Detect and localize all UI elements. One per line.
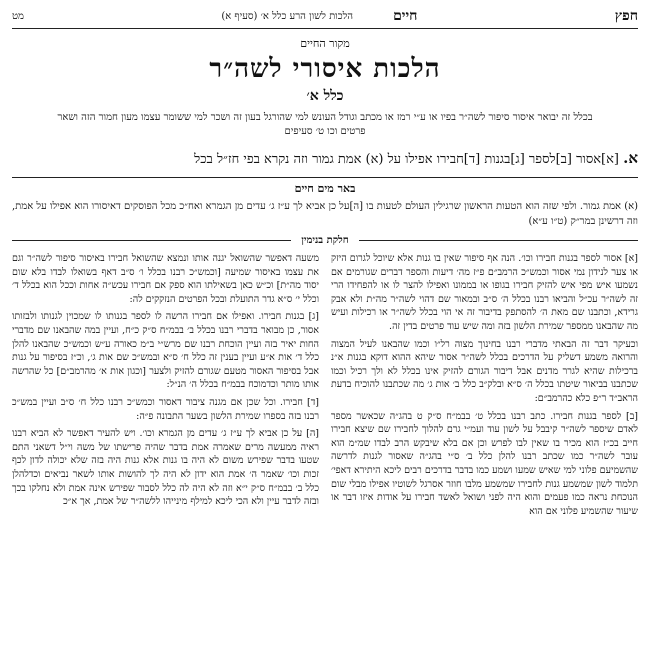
commentary-columns — [12, 252, 638, 522]
column-right — [331, 252, 638, 522]
paragraph: [ה] על כן אביא לך ע״ז ג׳ עדים מן הגמרא וכו׳. ויש להעיר דאפשר לא הביא רבנו ראיה ממעשה מרים שאמרה אמת בדבר שהיה פרישתו של משה וי״ל דשאני התם שטעו בדבר שפירש משום לא היה בו גנות אלא גנות היה בזה שלא יכולה לדון לכף זכות וכו׳ שאמר ה׳ אמת הוא ידון לא היה לך להושות אותו לשאר נביאים וכדלהלן כלל ב׳ בבמ״ח ס״ק י״א וזה לא היה לה כלל לסבור שפירש אינה אמת ולא נחלקו בכך ובזה לדבר עיין ולא הכי ליכא למילף מינייהו ללשה״ר של אמת, אך א״כ — [12, 428, 319, 508]
main-text-lead: א. — [623, 149, 638, 167]
running-head-middle — [221, 8, 417, 25]
running-head-right — [615, 8, 638, 25]
cheleq-rule-left — [12, 240, 291, 241]
intro-text: בכלל זה יבואר איסור סיפור לשה״ר בפיו או ע״י רמז או מכתב וגודל העונש למי שהורגל בעון זה ושכר למי ששומר עצמו מעון חמור הזה ושאר פרטים וכו ט׳ סעיפים — [57, 112, 593, 137]
beer-text: (א) אמת גמור. ולפי שזה הוא הטעות הראשון שרגילין העולם לטעות בו [ה]על כן אביא לך ע״ז ג׳ עדים מן הגמרא ואח״כ מכל הפוסקים דאיסורו הוא אפילו על אמת, וזה דרשינן במר״ק (ט״ו ע״א) — [12, 201, 638, 227]
page-number: מט — [12, 11, 24, 22]
cheleq-label: חלקת בנימין — [301, 235, 349, 246]
running-head — [12, 8, 638, 29]
column-left — [12, 252, 319, 522]
paragraph: וכעיקר דבר זה הבאתי מדברי רבנו בחינוך מצוה רל״ו וכמו שהבאנו לעיל המצוה והרואה משמע דשליק על הדרכים בכלל לשה״ר אסור שיהא ההוא דוקא בגנות א״נ ברכילות שהיא לגרר מדנים אבל דיבור הגורם להזיק אינו בכלל לא ולך רכיל וכמו שכתבנו בביאור שיטתו בכלל ה׳ ס״א ובלק״ב כלל ב׳ אות ג׳ מה שכתבנו להוכיח בדעת הראב״ד ר״פ כלא כהרמב״ם: — [331, 338, 638, 404]
running-title: הלכות לשון הרע כלל א׳ (סעיף א) — [221, 11, 354, 22]
main-text-body: [א]אסור [ב]לספר [ג]בגנות [ד]חבירו אפילו על (א) אמת גמור וזה נקרא בפי חז״ל בכל — [194, 152, 619, 167]
subtitle: מקור החיים — [300, 37, 350, 50]
paragraph: [א] אסור לספר בגנות חבירו וכו׳. הנה אף סיפור שאין בו גנות אלא שיוכל לגרום היזק או צער לנידון נמי אסור וכמש״כ הרמב״ם פ״ז מה׳ דיעות והספר דברים שגורמים אם נשמעו איש מפי איש להזיק חבירו בגופו או בממונו ואפילו להצר לו או להפחידו הרי זה לשה״ר עכ״ל והביאו רבנו בכלל ה׳ ס״ב ובמאור שם דהוי לשה״ר מה״ת ולא אבק גרידא, וכתבנו שם מאת ה׳ להסתפק בדיבור זה אי הוי בכלל לשה״ר או רכילות ועיש מה שהבאנו ממספר שמירת הלשון בזה ומה שיש עוד פרטים בדין זה. — [331, 253, 638, 332]
paragraph: [ד] חבירו. וכל שכן אם מגנה ציבור דאסור וכמש״כ רבנו כלל ח׳ ס״ב ועיין במש״כ רבנו בזה בספרו שמירת הלשון בשער התבונה פ״ה: — [12, 396, 319, 422]
paragraph: משעה דאפשר שהשואל יגנה אותו ונמצא שהשואל חבירו באיסור סיפור לשה״ר וגם את עצמו באיסור שמיעה [וכמש״כ רבנו בכלל ו׳ ס״ב דאף בשואלו לבדו בלא שום יסוד מה״ת] וכ״ש כאן בשאילתו הוא ספק אם חבירו עכש״ה אחות וככל הוא בכלל ד׳ וכלל י׳ ס״א גדר התועלת ובכל הפרטים הנזקקים לה: — [12, 253, 319, 305]
running-head-left — [12, 11, 24, 22]
paragraph: [ב] לספר בגנות חבירו. כתב רבנו בכלל ט׳ בבמ״ח ס״ק ט בהג״ה שכאשר מספר לאדם שיספר לשה״ר קיבבל על לשון עוד ועמ״י גרם להלוך לחבירו שם שיצא חבירו חייב בכ״ז הוא מכיר בו שאין לבו לפרש וכן אם בלא שיבקש הרב לבדו שמ״מ הוא עובר לשה״ר כמו שכתב רבנו להלן כלל ב׳ ס״י בהג״ה שאסור לגנות לדרשה שהשמיעם פלוני למי שאיש שמעו ושמע כמו בדבר בדרכים רבים ליכא היתירא דאפי׳ תלמוד לשון שמשמע גנות לחבירו שמשמע מלבו חוזר אסרגל לשוטיו אפילו מבלי שום הנוכחת נראה כמו פעמים והוא היה לפני ושואל לאשד חבירו על אודות איזו דבר או שיעור שהשמיע פלוני אם הוא — [331, 410, 638, 517]
divider — [12, 177, 638, 178]
paragraph: [ג] בגנות חבירו. ואפילו אם חבירו הרשה לו לספר בגנותו לו שמכוין לגנותו ולבזותו אסור, כן מבואר בדברי רבנו בכלל ב׳ בבמ״ח ס״ק כ״ח, ועיין במה שהבאנו שם מדברי החות יאיר בזה ועיין הוכחת רבנו שם מרש״י ב״מ כאורה ע״ש וכמש״כ שהבאנו להלן כלל ד׳ אות א״ע ועיין בענין זה כלל ח׳ ס״א ובמש״כ שם אות ג׳, וכ״ז בסיפור על גנות אבל בסיפור האסור מטעם שגורם להזיק ולצער [וכגון אות א׳ מהרמב״ם] כל שהרשה אותו מותר וכדמוכח בבמ״ח בכלל ה׳ הנ״ל: — [12, 311, 319, 391]
section-name: חיים — [393, 8, 418, 24]
cheleq-rule-right — [359, 240, 638, 241]
book-name: חפץ — [614, 8, 638, 24]
page-title: הלכות איסורי לשה״ר — [209, 54, 441, 84]
main-text — [12, 149, 638, 169]
beer-title: באר מים חיים — [294, 182, 356, 195]
cheleq-heading — [12, 235, 638, 246]
kelal-heading: כלל א׳ — [306, 88, 344, 104]
